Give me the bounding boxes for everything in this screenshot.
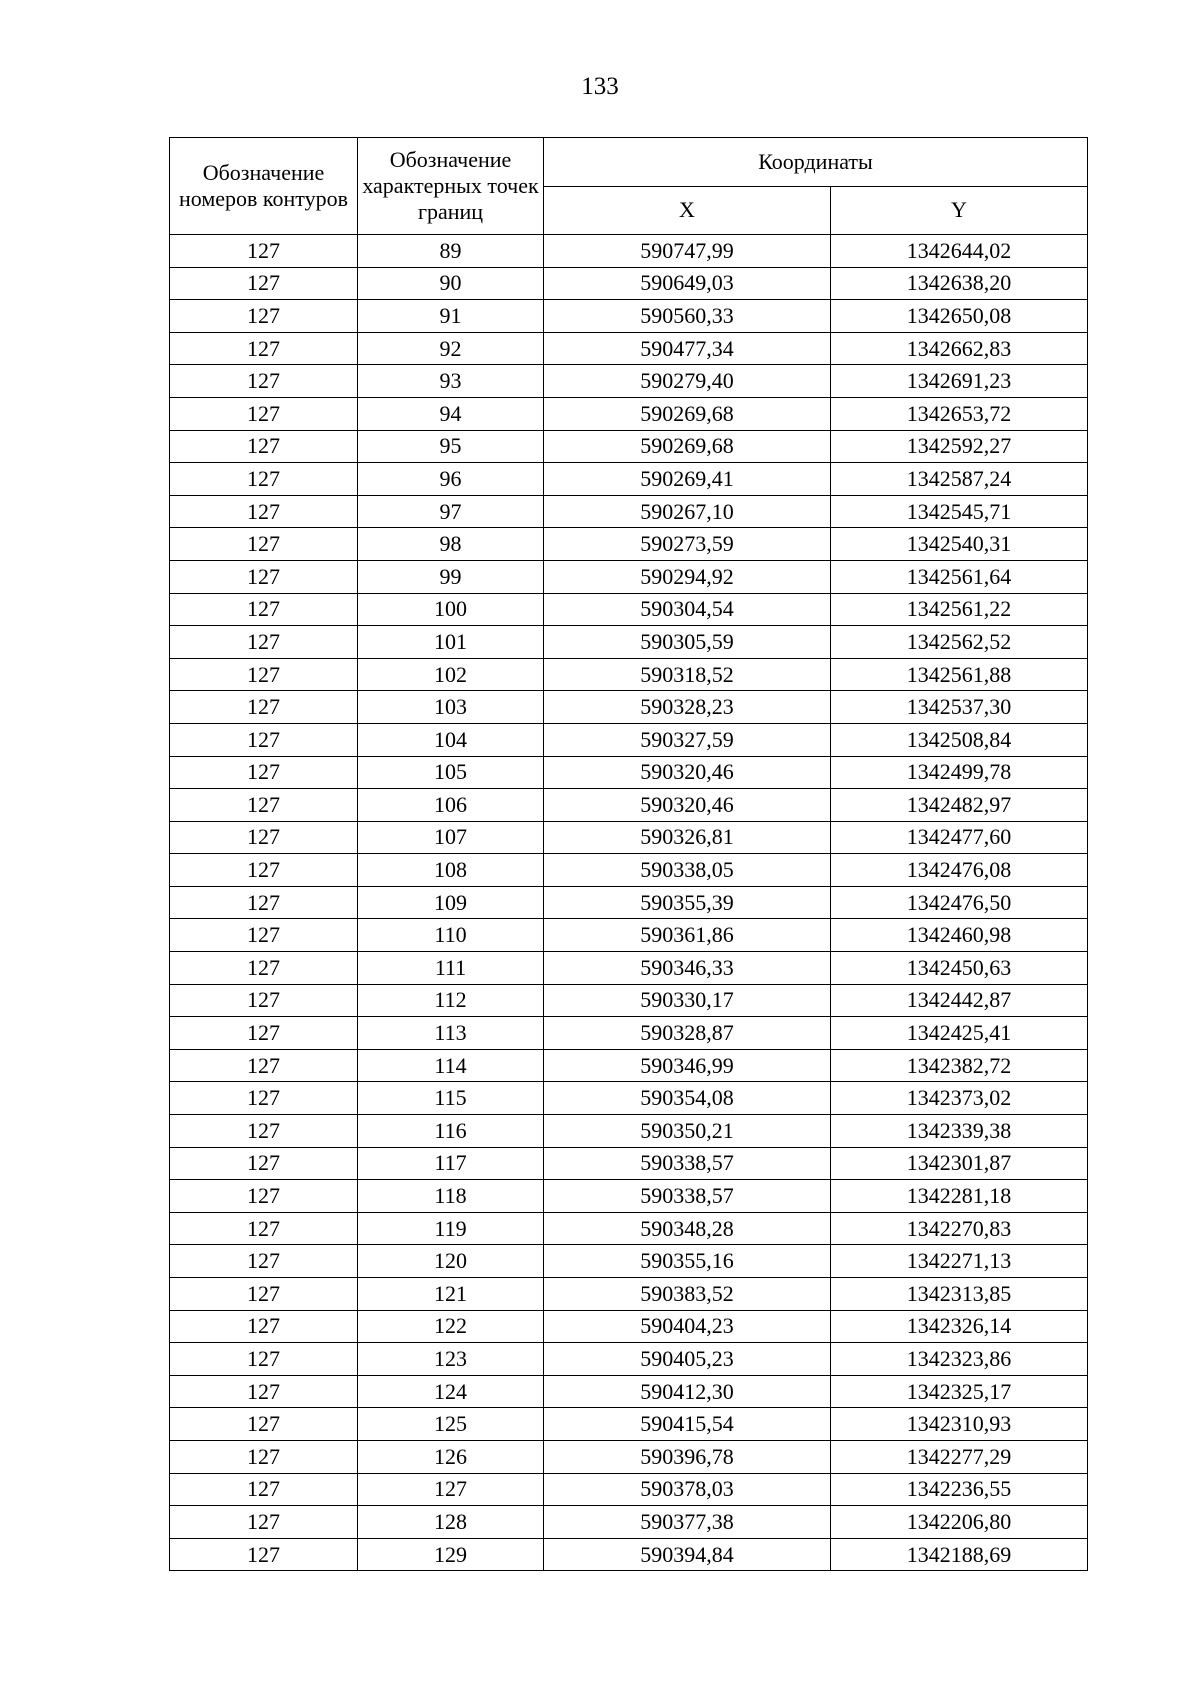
cell-contour: 127 [170, 430, 358, 463]
table-row [170, 560, 1088, 593]
cell-contour: 127 [170, 1278, 358, 1311]
cell-y: 1342281,18 [831, 1180, 1088, 1213]
cell-y: 1342592,27 [831, 430, 1088, 463]
cell-point: 90 [358, 267, 544, 300]
cell-contour: 127 [170, 1245, 358, 1278]
cell-contour: 127 [170, 854, 358, 887]
cell-contour: 127 [170, 1506, 358, 1539]
table-row [170, 1538, 1088, 1571]
table-row [170, 1375, 1088, 1408]
cell-x: 590412,30 [544, 1375, 831, 1408]
cell-x: 590338,57 [544, 1147, 831, 1180]
table-row [170, 1310, 1088, 1343]
table-row [170, 952, 1088, 985]
cell-x: 590338,57 [544, 1180, 831, 1213]
cell-contour: 127 [170, 1082, 358, 1115]
cell-contour: 127 [170, 1017, 358, 1050]
table-row [170, 365, 1088, 398]
page-number: 133 [581, 73, 619, 100]
cell-x: 590383,52 [544, 1278, 831, 1311]
cell-point: 108 [358, 854, 544, 887]
cell-x: 590328,87 [544, 1017, 831, 1050]
cell-y: 1342691,23 [831, 365, 1088, 398]
table-row [170, 1115, 1088, 1148]
table-row [170, 1017, 1088, 1050]
cell-point: 112 [358, 984, 544, 1017]
table-row [170, 821, 1088, 854]
cell-point: 103 [358, 691, 544, 724]
cell-x: 590269,68 [544, 430, 831, 463]
cell-x: 590269,68 [544, 397, 831, 430]
cell-point: 89 [358, 235, 544, 268]
cell-point: 115 [358, 1082, 544, 1115]
cell-y: 1342562,52 [831, 626, 1088, 659]
cell-contour: 127 [170, 560, 358, 593]
cell-point: 91 [358, 300, 544, 333]
table-row [170, 430, 1088, 463]
cell-point: 127 [358, 1473, 544, 1506]
cell-y: 1342482,97 [831, 789, 1088, 822]
table-row [170, 723, 1088, 756]
cell-x: 590354,08 [544, 1082, 831, 1115]
cell-x: 590305,59 [544, 626, 831, 659]
table-row [170, 397, 1088, 430]
cell-x: 590396,78 [544, 1440, 831, 1473]
cell-point: 113 [358, 1017, 544, 1050]
header-coordinates: Координаты [544, 138, 1088, 187]
cell-point: 100 [358, 593, 544, 626]
cell-y: 1342653,72 [831, 397, 1088, 430]
cell-x: 590279,40 [544, 365, 831, 398]
cell-y: 1342587,24 [831, 463, 1088, 496]
table-row [170, 1082, 1088, 1115]
cell-x: 590355,16 [544, 1245, 831, 1278]
cell-contour: 127 [170, 886, 358, 919]
cell-y: 1342644,02 [831, 235, 1088, 268]
cell-point: 123 [358, 1343, 544, 1376]
cell-x: 590318,52 [544, 658, 831, 691]
table-row [170, 854, 1088, 887]
cell-y: 1342450,63 [831, 952, 1088, 985]
cell-y: 1342561,88 [831, 658, 1088, 691]
cell-point: 121 [358, 1278, 544, 1311]
cell-y: 1342650,08 [831, 300, 1088, 333]
cell-x: 590328,23 [544, 691, 831, 724]
table-row [170, 886, 1088, 919]
cell-contour: 127 [170, 1375, 358, 1408]
cell-contour: 127 [170, 919, 358, 952]
table-body [170, 235, 1088, 1571]
table-row [170, 1245, 1088, 1278]
cell-y: 1342638,20 [831, 267, 1088, 300]
table-row [170, 789, 1088, 822]
cell-point: 102 [358, 658, 544, 691]
cell-x: 590415,54 [544, 1408, 831, 1441]
cell-point: 105 [358, 756, 544, 789]
cell-x: 590320,46 [544, 756, 831, 789]
table-row [170, 1408, 1088, 1441]
cell-point: 104 [358, 723, 544, 756]
cell-contour: 127 [170, 952, 358, 985]
cell-contour: 127 [170, 691, 358, 724]
cell-y: 1342561,64 [831, 560, 1088, 593]
cell-point: 125 [358, 1408, 544, 1441]
table-row [170, 1212, 1088, 1245]
cell-x: 590560,33 [544, 300, 831, 333]
cell-contour: 127 [170, 1473, 358, 1506]
cell-x: 590267,10 [544, 495, 831, 528]
cell-point: 114 [358, 1049, 544, 1082]
cell-x: 590294,92 [544, 560, 831, 593]
cell-y: 1342540,31 [831, 528, 1088, 561]
cell-x: 590394,84 [544, 1538, 831, 1571]
header-y: Y [831, 186, 1088, 235]
cell-x: 590304,54 [544, 593, 831, 626]
cell-y: 1342476,50 [831, 886, 1088, 919]
cell-x: 590477,34 [544, 332, 831, 365]
table-row [170, 1147, 1088, 1180]
cell-x: 590338,05 [544, 854, 831, 887]
cell-point: 111 [358, 952, 544, 985]
cell-y: 1342499,78 [831, 756, 1088, 789]
cell-contour: 127 [170, 821, 358, 854]
table-row [170, 332, 1088, 365]
cell-y: 1342236,55 [831, 1473, 1088, 1506]
cell-y: 1342271,13 [831, 1245, 1088, 1278]
cell-y: 1342277,29 [831, 1440, 1088, 1473]
cell-point: 98 [358, 528, 544, 561]
cell-point: 96 [358, 463, 544, 496]
cell-contour: 127 [170, 723, 358, 756]
cell-contour: 127 [170, 1408, 358, 1441]
cell-point: 116 [358, 1115, 544, 1148]
header-boundary-points: Обозначение характерных точек границ [358, 138, 544, 235]
cell-point: 118 [358, 1180, 544, 1213]
cell-point: 106 [358, 789, 544, 822]
cell-y: 1342310,93 [831, 1408, 1088, 1441]
table-row [170, 1473, 1088, 1506]
cell-x: 590378,03 [544, 1473, 831, 1506]
table-row [170, 691, 1088, 724]
cell-contour: 127 [170, 1343, 358, 1376]
cell-x: 590350,21 [544, 1115, 831, 1148]
table-row [170, 1440, 1088, 1473]
cell-contour: 127 [170, 756, 358, 789]
cell-y: 1342301,87 [831, 1147, 1088, 1180]
cell-x: 590330,17 [544, 984, 831, 1017]
table-row [170, 1278, 1088, 1311]
cell-y: 1342373,02 [831, 1082, 1088, 1115]
cell-x: 590355,39 [544, 886, 831, 919]
cell-y: 1342339,38 [831, 1115, 1088, 1148]
table-row [170, 1506, 1088, 1539]
cell-x: 590273,59 [544, 528, 831, 561]
cell-y: 1342326,14 [831, 1310, 1088, 1343]
cell-x: 590327,59 [544, 723, 831, 756]
cell-contour: 127 [170, 1538, 358, 1571]
cell-contour: 127 [170, 1049, 358, 1082]
cell-point: 117 [358, 1147, 544, 1180]
cell-y: 1342662,83 [831, 332, 1088, 365]
cell-x: 590269,41 [544, 463, 831, 496]
cell-contour: 127 [170, 1212, 358, 1245]
cell-contour: 127 [170, 1115, 358, 1148]
cell-point: 109 [358, 886, 544, 919]
cell-x: 590405,23 [544, 1343, 831, 1376]
cell-x: 590348,28 [544, 1212, 831, 1245]
cell-point: 107 [358, 821, 544, 854]
cell-point: 93 [358, 365, 544, 398]
cell-y: 1342460,98 [831, 919, 1088, 952]
cell-x: 590346,99 [544, 1049, 831, 1082]
table-row [170, 919, 1088, 952]
cell-y: 1342545,71 [831, 495, 1088, 528]
cell-contour: 127 [170, 658, 358, 691]
cell-point: 101 [358, 626, 544, 659]
cell-contour: 127 [170, 365, 358, 398]
cell-x: 590747,99 [544, 235, 831, 268]
cell-x: 590377,38 [544, 1506, 831, 1539]
cell-x: 590320,46 [544, 789, 831, 822]
cell-y: 1342206,80 [831, 1506, 1088, 1539]
cell-contour: 127 [170, 1147, 358, 1180]
cell-point: 95 [358, 430, 544, 463]
cell-contour: 127 [170, 789, 358, 822]
cell-y: 1342425,41 [831, 1017, 1088, 1050]
cell-point: 119 [358, 1212, 544, 1245]
cell-point: 126 [358, 1440, 544, 1473]
table-row [170, 756, 1088, 789]
table-row [170, 495, 1088, 528]
table-row [170, 593, 1088, 626]
table-row [170, 1180, 1088, 1213]
header-contour-numbers: Обозначение номеров контуров [170, 138, 358, 235]
table-row [170, 300, 1088, 333]
cell-contour: 127 [170, 626, 358, 659]
table-row [170, 463, 1088, 496]
cell-contour: 127 [170, 463, 358, 496]
table-row [170, 267, 1088, 300]
cell-x: 590326,81 [544, 821, 831, 854]
cell-contour: 127 [170, 1310, 358, 1343]
cell-contour: 127 [170, 495, 358, 528]
cell-contour: 127 [170, 332, 358, 365]
coordinates-table [169, 137, 1088, 1571]
cell-contour: 127 [170, 267, 358, 300]
cell-contour: 127 [170, 1180, 358, 1213]
cell-contour: 127 [170, 593, 358, 626]
cell-y: 1342476,08 [831, 854, 1088, 887]
cell-point: 122 [358, 1310, 544, 1343]
cell-x: 590404,23 [544, 1310, 831, 1343]
table-row [170, 984, 1088, 1017]
cell-point: 110 [358, 919, 544, 952]
table-header [170, 138, 1088, 235]
table-row [170, 626, 1088, 659]
table-row [170, 1049, 1088, 1082]
table-row [170, 528, 1088, 561]
cell-contour: 127 [170, 984, 358, 1017]
cell-x: 590361,86 [544, 919, 831, 952]
cell-y: 1342382,72 [831, 1049, 1088, 1082]
cell-point: 120 [358, 1245, 544, 1278]
header-x: X [544, 186, 831, 235]
cell-y: 1342442,87 [831, 984, 1088, 1017]
cell-y: 1342508,84 [831, 723, 1088, 756]
cell-contour: 127 [170, 1440, 358, 1473]
cell-contour: 127 [170, 528, 358, 561]
cell-x: 590649,03 [544, 267, 831, 300]
cell-y: 1342188,69 [831, 1538, 1088, 1571]
cell-y: 1342561,22 [831, 593, 1088, 626]
table-row [170, 658, 1088, 691]
cell-y: 1342537,30 [831, 691, 1088, 724]
cell-point: 97 [358, 495, 544, 528]
cell-contour: 127 [170, 300, 358, 333]
cell-y: 1342477,60 [831, 821, 1088, 854]
cell-y: 1342313,85 [831, 1278, 1088, 1311]
cell-point: 92 [358, 332, 544, 365]
table-row [170, 1343, 1088, 1376]
cell-point: 124 [358, 1375, 544, 1408]
cell-point: 94 [358, 397, 544, 430]
cell-contour: 127 [170, 235, 358, 268]
cell-x: 590346,33 [544, 952, 831, 985]
cell-contour: 127 [170, 397, 358, 430]
cell-point: 99 [358, 560, 544, 593]
cell-y: 1342323,86 [831, 1343, 1088, 1376]
table-row [170, 235, 1088, 268]
cell-y: 1342270,83 [831, 1212, 1088, 1245]
cell-point: 129 [358, 1538, 544, 1571]
cell-point: 128 [358, 1506, 544, 1539]
cell-y: 1342325,17 [831, 1375, 1088, 1408]
